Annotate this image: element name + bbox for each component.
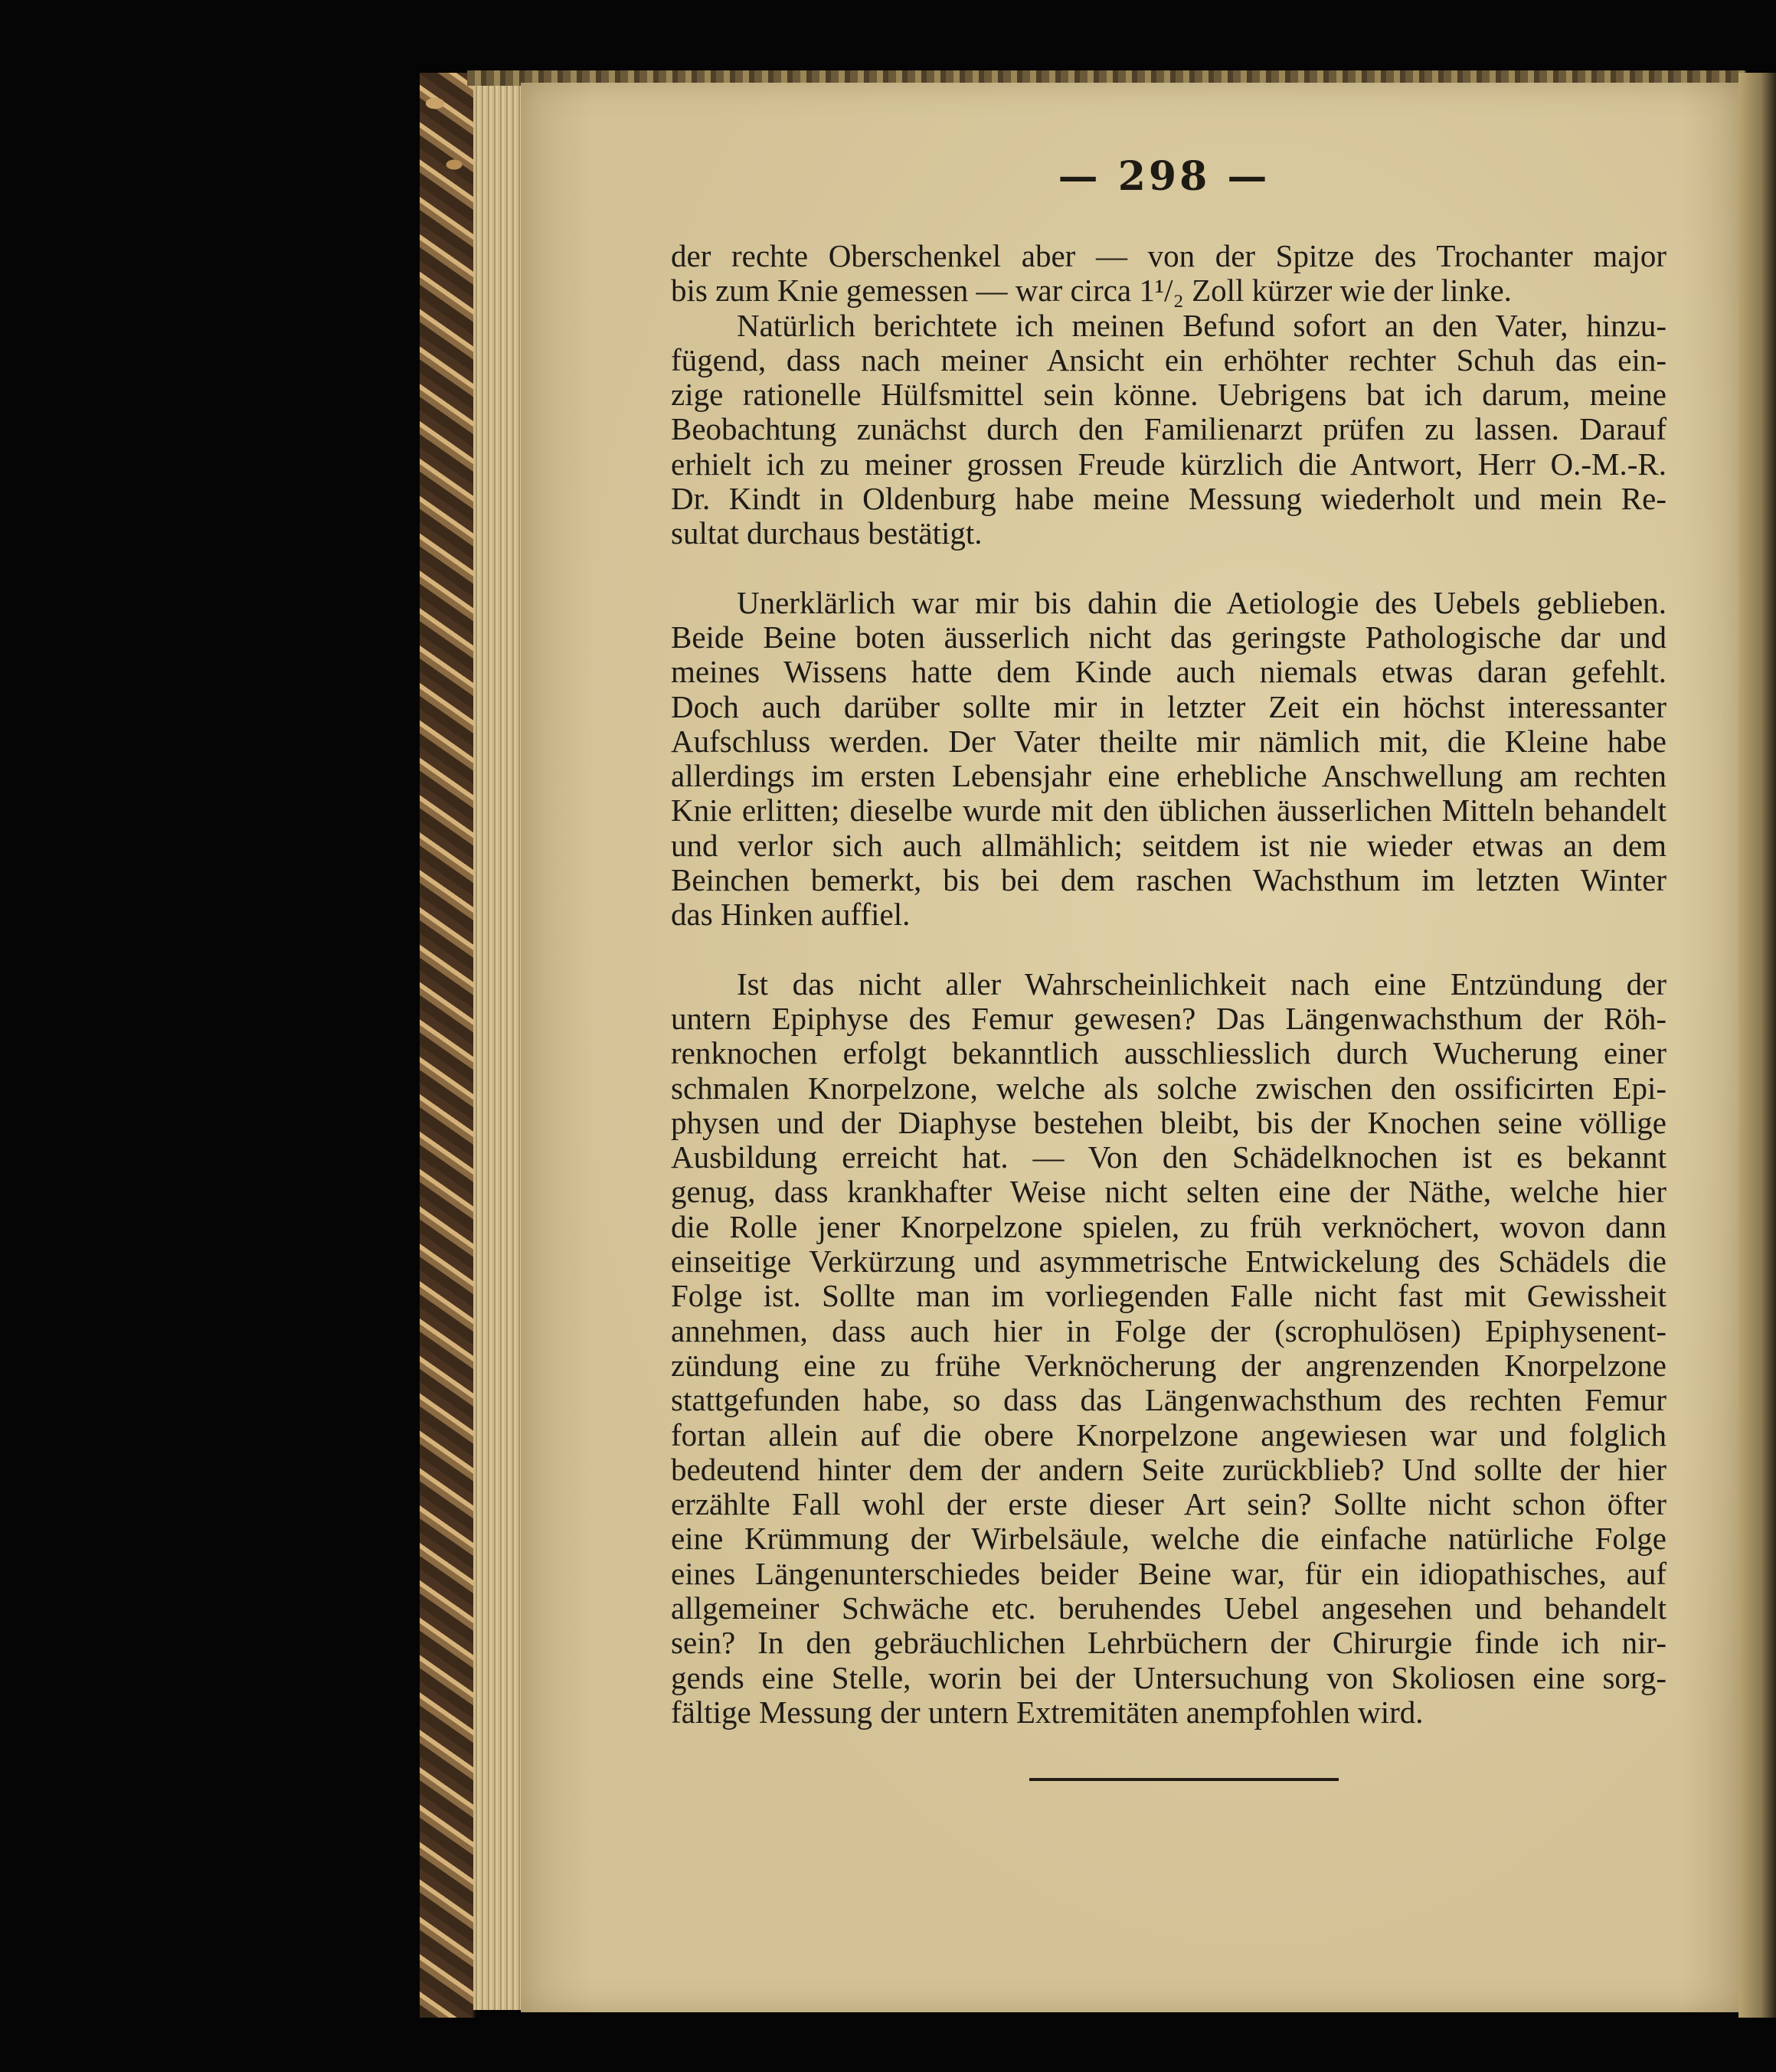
book-gutter <box>1738 73 1776 2018</box>
text-line: die Rolle jener Knorpelzone spielen, zu früh verknöchert, wovon dann <box>671 1208 1666 1244</box>
text-line: Dr. Kindt in Oldenburg habe meine Messung wiederholt und mein Re- <box>671 481 1666 517</box>
text-line: stattgefunden habe, so dass das Längenwachsthum des rechten Femur <box>671 1382 1666 1418</box>
text-line: renknochen erfolgt bekanntlich ausschliesslich durch Wucherung einer <box>671 1035 1666 1071</box>
text-line: einseitige Verkürzung und asymmetrische Entwickelung des Schädels die <box>671 1244 1666 1279</box>
text-line: erzählte Fall wohl der erste dieser Art sein? Sollte nicht schon öfter <box>671 1486 1666 1522</box>
text-line: physen und der Diaphyse bestehen bleibt, bis der Knochen seine völlige <box>671 1104 1666 1140</box>
text-line: meines Wissens hatte dem Kinde auch niemals etwas daran gefehlt. <box>671 654 1666 690</box>
text-line: zündung eine zu frühe Verknöcherung der angrenzenden Knorpelzone <box>671 1347 1666 1383</box>
text-line: annehmen, dass auch hier in Folge der (scrophulösen) Epiphysenent- <box>671 1312 1666 1348</box>
paragraph <box>671 967 1666 1730</box>
text-line: der rechte Oberschenkel aber — von der Spitze des Trochanter major <box>671 238 1666 273</box>
paragraph-gap <box>671 551 1666 586</box>
text-line: bedeutend hinter dem der andern Seite zurückblieb? Und sollte der hier <box>671 1451 1666 1487</box>
text-line: Folge ist. Sollte man im vorliegenden Falle nicht fast mit Gewissheit <box>671 1278 1666 1314</box>
text-line: sultat durchaus bestätigt. <box>671 515 983 551</box>
paragraph <box>671 239 1666 309</box>
text-line: fügend, dass nach meiner Ansicht ein erhöhter rechter Schuh das ein- <box>671 342 1666 377</box>
text-line: schmalen Knorpelzone, welche als solche zwischen den ossificirten Epi- <box>671 1070 1666 1106</box>
marbled-book-cover <box>420 73 476 2018</box>
text-line: genug, dass krankhafter Weise nicht selten eine der Näthe, welche hier <box>671 1174 1666 1210</box>
text-line: Beide Beine boten äusserlich nicht das geringste Pathologische dar und <box>671 619 1666 655</box>
text-line: Unerklärlich war mir bis dahin die Aetiologie des Uebels geblieben. <box>737 584 1666 620</box>
text-line: Beobachtung zunächst durch den Familienarzt prüfen zu lassen. Darauf <box>671 411 1666 447</box>
text-line: eines Längenunterschiedes beider Beine war, für ein idiopathisches, auf <box>671 1555 1666 1591</box>
text-line: fältige Messung der untern Extremitäten anempfohlen wird. <box>671 1694 1424 1730</box>
text-line: Aufschluss werden. Der Vater theilte mir nämlich mit, die Kleine habe <box>671 723 1666 759</box>
text-line: Beinchen bemerkt, bis bei dem raschen Wachsthum im letzten Winter <box>671 862 1666 898</box>
text-line: gends eine Stelle, worin bei der Untersuchung von Skoliosen eine sorg- <box>671 1659 1666 1695</box>
text-line: Natürlich berichtete ich meinen Befund sofort an den Vater, hinzu- <box>737 307 1666 343</box>
text-line: Ausbildung erreicht hat. — Von den Schädelknochen ist es bekannt <box>671 1139 1666 1175</box>
text-line: zige rationelle Hülfsmittel sein könne. Uebrigens bat ich darum, meine <box>671 377 1666 413</box>
end-rule <box>1029 1778 1339 1781</box>
text-line: bis zum Knie gemessen — war circa 1¹/₂ Zoll kürzer wie der linke. <box>671 273 1512 309</box>
text-line: untern Epiphyse des Femur gewesen? Das Längenwachsthum der Röh- <box>671 1000 1666 1036</box>
paragraph <box>671 586 1666 933</box>
text-line: allerdings im ersten Lebensjahr eine erhebliche Anschwellung am rechten <box>671 758 1666 794</box>
paragraph-gap <box>671 933 1666 967</box>
text-line: fortan allein auf die obere Knorpelzone angewiesen war und folglich <box>671 1417 1666 1453</box>
page-number: — 298 — <box>1058 153 1271 200</box>
text-line: allgemeiner Schwäche etc. beruhendes Uebel angesehen und behandelt <box>671 1590 1666 1626</box>
page-edges <box>473 80 527 2010</box>
text-line: und verlor sich auch allmählich; seitdem ist nie wieder etwas an dem <box>671 827 1666 863</box>
body-text <box>671 239 1666 1730</box>
text-line: das Hinken auffiel. <box>671 897 911 933</box>
text-line: Ist das nicht aller Wahrscheinlichkeit nach eine Entzündung der <box>737 966 1666 1002</box>
text-line: eine Krümmung der Wirbelsäule, welche die einfache natürliche Folge <box>671 1521 1666 1557</box>
text-line: Doch auch darüber sollte mir in letzter Zeit ein höchst interessanter <box>671 688 1666 724</box>
text-line: Knie erlitten; dieselbe wurde mit den üblichen äusserlichen Mitteln behandelt <box>671 793 1666 828</box>
text-line: erhielt ich zu meiner grossen Freude kürzlich die Antwort, Herr O.-M.-R. <box>671 446 1666 482</box>
paragraph <box>671 309 1666 551</box>
text-line: sein? In den gebräuchlichen Lehrbüchern der Chirurgie finde ich nir- <box>671 1625 1666 1661</box>
